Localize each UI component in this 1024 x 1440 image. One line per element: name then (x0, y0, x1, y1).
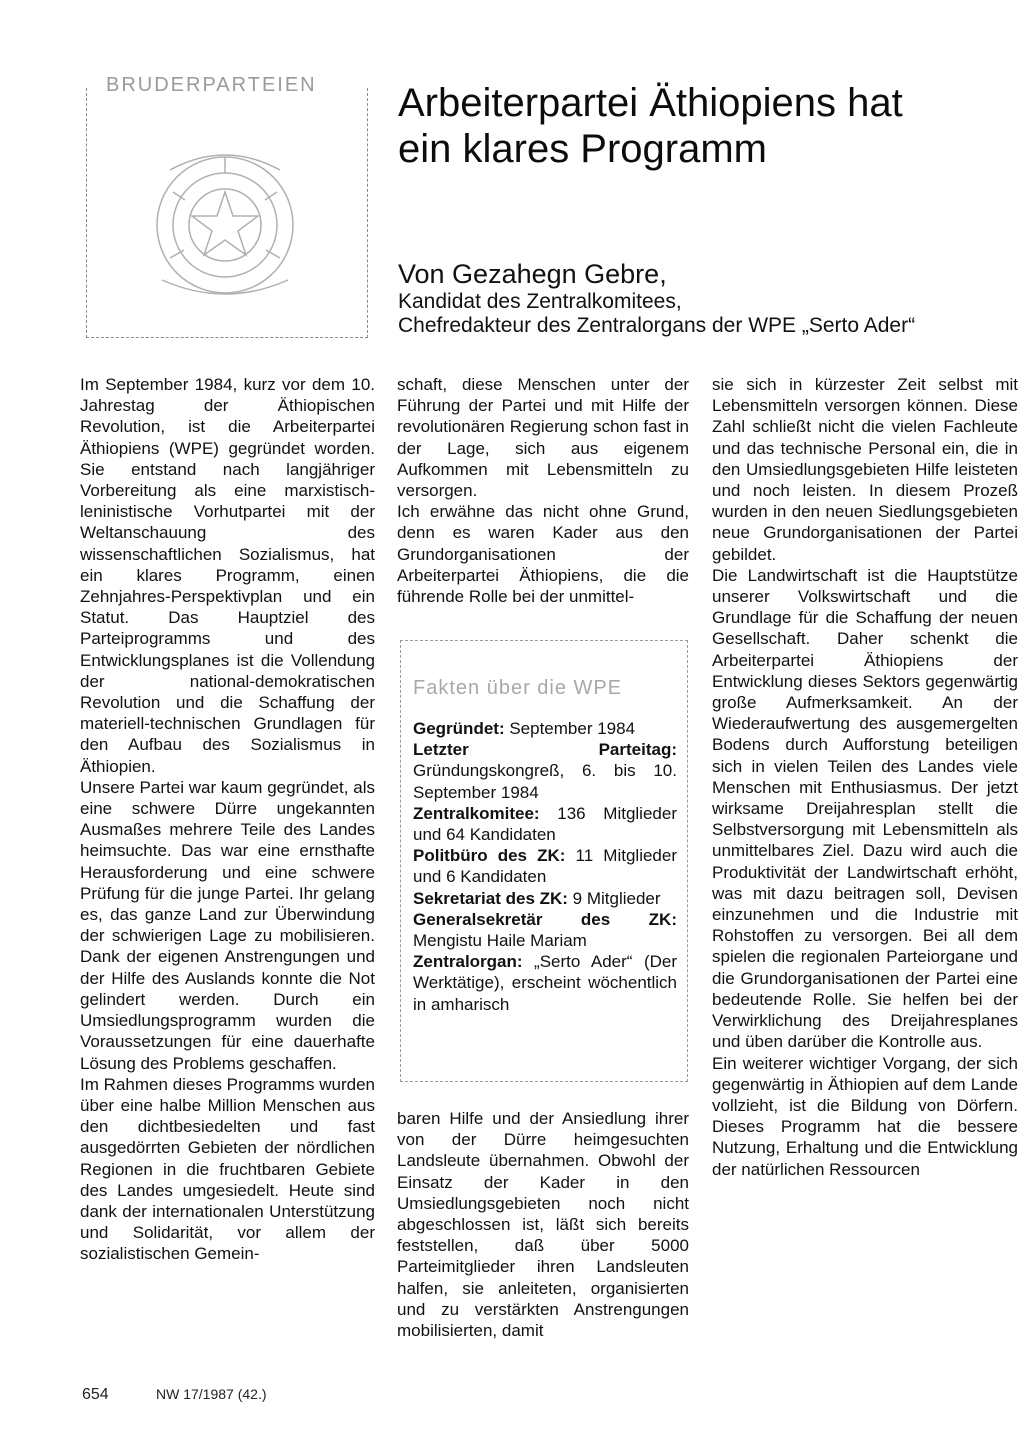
fact-item: Generalsekretär des ZK: Mengistu Haile Mariam (413, 909, 677, 951)
facts-title: Fakten über die WPE (413, 677, 623, 699)
paragraph: Unsere Partei war kaum gegründet, als eine schwere Dürre ungekannten Ausmaßes mehrere Teile des Landes heimsuchte. Das war eine ernsthafte Herausforderung und eine schwere Prüfung für die junge Partei. Ihr gelang es, das ganze Land zur Überwindung der schwierigen Lage zu mobilisieren. Dank der eigenen Anstrengungen und der Hilfe des Auslands konnte die Not gelindert werden. Durch ein Umsiedlungsprogramm wurden die Voraussetzungen für eine dauerhafte Lösung des Problems geschaffen. (80, 777, 375, 1073)
page-number: 654 (82, 1386, 109, 1403)
issue-label: NW 17/1987 (42.) (156, 1386, 267, 1402)
article-column-2 (397, 374, 689, 607)
fact-item: Zentralorgan: „Serto Ader“ (Der Werktätige), erscheint wöchentlich in amharisch (413, 952, 677, 1014)
article-column-3 (712, 374, 1018, 1180)
paragraph: Im Rahmen dieses Programms wurden über eine halbe Million Menschen aus den dichtbesiedelten und fast ausgedörrten Gebieten der nördlichen Regionen in die fruchtbaren Gebiete des Landes umgesiedelt. Heute sind dank der internationalen Unterstützung und Solidarität, vor allem der sozialistischen Gemein- (80, 1074, 375, 1264)
author-name: Von Gezahegn Gebre, (398, 259, 667, 289)
author-role-1: Kandidat des Zentralkomitees, (398, 290, 682, 313)
paragraph: Ein weiterer wichtiger Vorgang, der sich gegenwärtig in Äthiopien auf dem Lande vollzieht, ist die Bildung von Dörfern. Dieses Programm hat die bessere Nutzung, Erhaltung und die Entwicklung der natürlichen Ressourcen (712, 1053, 1018, 1179)
author-role-2: Chefredakteur des Zentralorgans der WPE „Serto Ader“ (398, 314, 916, 337)
fact-item: Gegründet: September 1984 (413, 719, 636, 738)
section-rubric: BRUDERPARTEIEN (100, 74, 323, 97)
paragraph: Im September 1984, kurz vor dem 10. Jahrestag der Äthiopischen Revolution, ist die Arbeiterpartei Äthiopiens (WPE) gegründet worden. Sie entstand nach langjähriger Vorbereitung als eine marxistisch-leninistische Vorhutpartei mit der Weltanschauung des wissenschaftlichen Sozialismus, hat ein klares Programm, einen Zehnjahres-Perspektivplan und ein Statut. Das Hauptziel des Parteiprogramms und des Entwicklungsplanes ist die Vollendung der national-demokratischen Revolution und die Schaffung der materiell-technischen Grundlagen für den Aufbau des Sozialismus in Äthiopien. (80, 375, 375, 776)
paragraph: baren Hilfe und der Ansiedlung ihrer von der Dürre heimgesuchten Landsleute übernahmen. Obwohl der Einsatz der Kader in den Umsiedlungsgebieten noch nicht abgeschlossen ist, läßt sich bereits feststellen, daß über 5000 Parteimitglieder ihren Landsleuten halfen, sie anleiteten, organisierten und zu verstärkten Anstrengungen mobilisierten, damit (397, 1109, 689, 1341)
paragraph: schaft, diese Menschen unter der Führung der Partei und mit Hilfe der revolutionären Regierung schon fast in der Lage, sich aus eigenem Aufkommen mit Lebensmitteln zu versorgen. (397, 375, 689, 501)
byline (398, 258, 1018, 338)
headline: Arbeiterpartei Äthiopiens hat ein klares Programm (398, 81, 903, 171)
fact-item: Politbüro des ZK: 11 Mitglieder und 6 Kandidaten (413, 846, 677, 887)
paragraph: Ich erwähne das nicht ohne Grund, denn es waren Kader aus den Grundorganisationen der Arbeiterpartei Äthiopiens, die die führende Rolle bei der unmittel- (397, 502, 689, 607)
paragraph: sie sich in kürzester Zeit selbst mit Lebensmitteln versorgen können. Diese Zahl schließt nicht die vielen Fachleute und das technische Personal ein, die in den Umsiedlungsgebieten Hilfe leisteten und noch leisten. In diesem Prozeß wurden in den neuen Siedlungsgebieten neue Grundorganisationen der Partei gebildet. (712, 375, 1018, 564)
fact-item: Sekretariat des ZK: 9 Mitglieder (413, 888, 661, 908)
article-column-2-continued (397, 1108, 689, 1341)
fact-item: Letzter Parteitag: Gründungskongreß, 6. bis 10. September 1984 (413, 740, 677, 802)
paragraph: Die Landwirtschaft ist die Hauptstütze unserer Volkswirtschaft und die Grundlage für die Schaffung der neuen Gesellschaft. Daher schenkt die Arbeiterpartei Äthiopiens der Entwicklung dieses Sektors gegenwärtig große Aufmerksamkeit. An der Wiederaufwertung des ausgemergelten Bodens durch Aufforstung beteiligen sich in vielen Teilen des Landes viele Menschen mit Enthusiasmus. Der jetzt wirksame Dreijahresplan stellt die Selbstversorgung mit Lebensmitteln als unmittelbares Ziel. Dazu wird auch die Produktivität der Landwirtschaft erhöht, was mit dazu beitragen soll, Devisen einzunehmen und die Industrie mit Rohstoffen zu versorgen. Bei all dem spielen die regionalen Parteiorgane und die Grundorganisationen der Partei eine bedeutende Rolle. Sie helfen bei der Verwirklichung des Dreijahresplanes und üben darüber die Kontrolle aus. (712, 565, 1018, 1052)
fact-item: Zentralkomitee: 136 Mitglieder und 64 Kandidaten (413, 803, 677, 845)
facts-box (400, 640, 688, 1082)
article-column-1 (80, 374, 375, 1265)
party-emblem-icon (140, 130, 310, 310)
